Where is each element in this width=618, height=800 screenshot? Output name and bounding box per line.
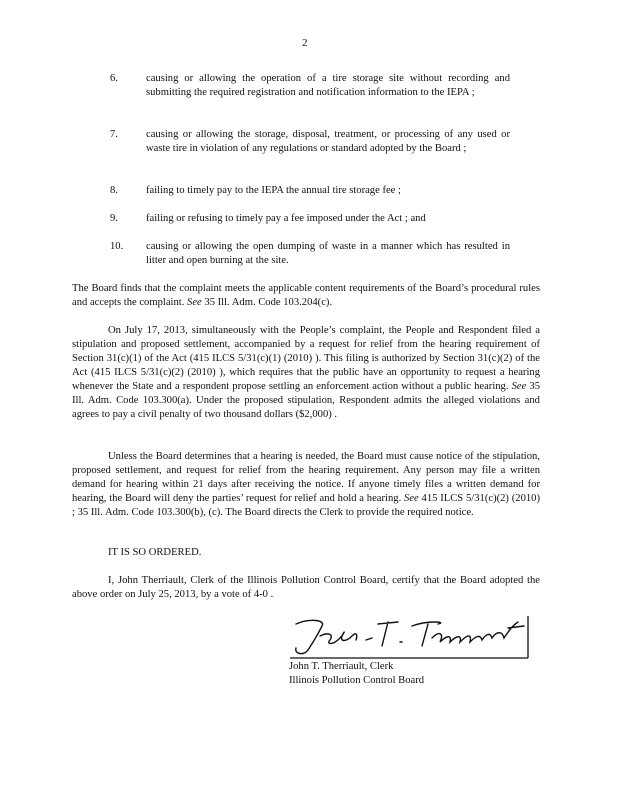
list-item <box>110 212 510 226</box>
signer-block <box>289 660 424 688</box>
item-text: causing or allowing the operation of a tire storage site without recording and submitting the required registration and notification information to the IEPA ; <box>146 73 510 98</box>
stipulation-text: On July 17, 2013, simultaneously with the People’s complaint, the People and Respondent filed a stipulation and proposed settlement, accompanied by a request for relief from the hearing requirement of Section 31(c)(1) of the Act (415 ILCS 5/31(c)(1) (2010) ). This filing is authorized by Section 31(c)(2) of the Act (415 ILCS 5/31(c)(2) (2010) ), which requires that the public have an opportunity to request a hearing whenever the State and a respondent propose settling an enforcement action without a public hearing. <box>72 325 540 392</box>
list-item <box>110 184 510 198</box>
ordered-text: IT IS SO ORDERED. <box>108 547 202 558</box>
signature <box>282 612 532 660</box>
ordered-paragraph <box>72 546 540 560</box>
page-number: 2 <box>302 37 308 49</box>
hearing-paragraph <box>72 450 540 520</box>
item-text: causing or allowing the open dumping of waste in a manner which has resulted in litter and open burning at the site. <box>146 241 510 266</box>
item-text: failing to timely pay to the IEPA the annual tire storage fee ; <box>146 185 401 196</box>
see-signal: See <box>404 493 419 504</box>
item-number: 8. <box>110 185 118 196</box>
stipulation-paragraph <box>72 324 540 422</box>
hearing-directive: The Board directs the Clerk to provide the required notice. <box>225 507 474 518</box>
findings-text: The Board finds that the complaint meets the applicable content requirements of the Board’s procedural rules and accepts the complaint. <box>72 283 540 308</box>
item-text: failing or refusing to timely pay a fee imposed under the Act ; and <box>146 213 426 224</box>
list-item <box>110 72 510 100</box>
item-number: 9. <box>110 213 118 224</box>
item-number: 7. <box>110 129 118 140</box>
see-signal: See <box>511 381 527 392</box>
item-number: 10. <box>110 241 124 252</box>
citation: 415 ILCS 5/31(c)(2) (2010) ; 35 Ill. Adm. Code 103.300(b), (c). <box>72 493 540 518</box>
citation: 35 Ill. Adm. Code 103.300(a). <box>72 381 540 406</box>
findings-paragraph <box>72 282 540 310</box>
list-item <box>110 128 510 156</box>
citation: 35 Ill. Adm. Code 103.204(c). <box>204 297 333 308</box>
list-item <box>110 240 510 268</box>
signer-name: John T. Therriault, Clerk <box>289 661 394 672</box>
signer-organization: Illinois Pollution Control Board <box>289 675 425 686</box>
item-text: causing or allowing the storage, disposal, treatment, or processing of any used or waste tire in violation of any regulations or standard adopted by the Board ; <box>146 129 510 154</box>
certification-paragraph <box>72 574 540 602</box>
see-signal: See <box>187 297 202 308</box>
hearing-text: Unless the Board determines that a hearing is needed, the Board must cause notice of the stipulation, proposed settlement, and request for relief from the hearing requirement. Any person may file a written demand for hearing within 21 days after receiving the notice. If anyone timely files a written demand for hearing, the Board will deny the parties’ request for relief and hold a hearing. <box>72 451 540 504</box>
item-number: 6. <box>110 73 118 84</box>
stipulation-terms: Under the proposed stipulation, Respondent admits the alleged violations and agrees to pay a civil penalty of two thousand dollars ($2,000) . <box>72 395 540 420</box>
certification-text: I, John Therriault, Clerk of the Illinois Pollution Control Board, certify that the Board adopted the above order on July 25, 2013, by a vote of 4-0 . <box>72 575 540 600</box>
